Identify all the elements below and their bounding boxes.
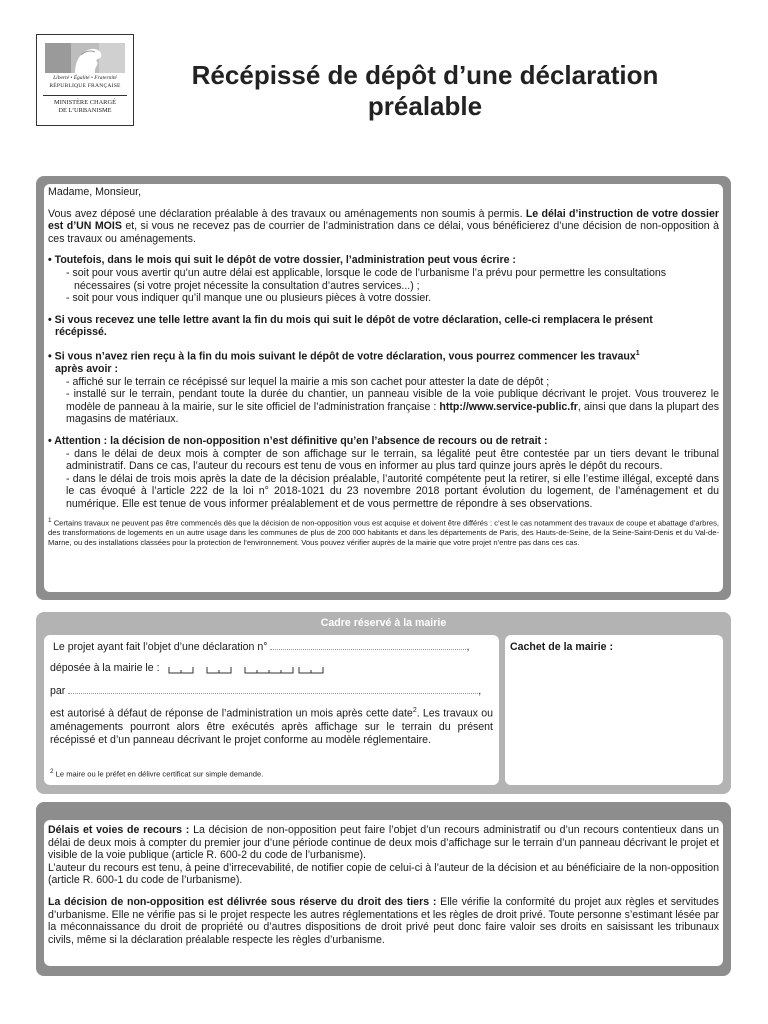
deposit-date-row	[50, 662, 493, 675]
item-2-text-a: - installé sur le terrain, pendant toute la durée du chantier, un panneau visible de la voie publique décrivant le projet. Vous trouverez le modèle de panneau à la mairie, sur le site officiel de l’administration française :	[66, 388, 719, 413]
recours-text: La décision de non-opposition peut faire l’objet d’un recours administratif ou d’un recours contentieux dans un délai de deux mois à compter du premier jour d’une période continue de deux mois d’affichage sur le terrain d’un panneau décrivant le projet et visible de la voie publique (article R. 600-2 du code de l’urbanisme).	[48, 824, 719, 862]
recours-panel	[36, 802, 731, 976]
bullet-rien-recu-item-2	[48, 388, 719, 426]
bullet-toutefois-item-1: - soit pour vous avertir qu’un autre délai est applicable, lorsque le code de l’urbanisme l’a prévu pour permettre les consultations	[66, 266, 667, 279]
tiers-title: La décision de non-opposition est délivrée sous réserve du droit des tiers :	[48, 895, 437, 908]
declaration-number-row	[50, 640, 493, 654]
intro-text-a: Vous avez déposé une déclaration préalable à des travaux ou aménagements non soumis à permis.	[48, 207, 526, 220]
authorization-text-b: . Les travaux ou aménagements pourront alors être exécutés après affichage sur le terrain du présent récépissé et d’un panneau décrivant le projet conforme au modèle réglementaire.	[50, 707, 493, 747]
recours-paragraph-2: L’auteur du recours est tenu, à peine d’irrecevabilité, de notifier copie de celui-ci à l’auteur de la décision et au bénéficiaire de la non-opposition (article R. 600-1 du code de l’urbanisme).	[48, 861, 719, 887]
information-content	[44, 184, 723, 592]
deposit-date-field[interactable]	[167, 665, 329, 675]
mairie-panel	[36, 612, 731, 794]
motto: Liberté • Égalité • Fraternité	[53, 75, 117, 81]
footnote-1	[48, 516, 719, 549]
by-field[interactable]	[68, 684, 478, 694]
ministry-line-1: MINISTÈRE CHARGÉ	[54, 99, 116, 106]
marianne-logo	[36, 34, 134, 126]
declaration-number-field[interactable]	[270, 640, 466, 650]
by-row	[50, 684, 493, 698]
marianne-emblem-icon	[45, 43, 125, 73]
footnote-ref-1: 1	[635, 349, 640, 357]
mairie-form	[44, 635, 499, 785]
title-line-1: Récépissé de dépôt d’une déclaration	[191, 60, 659, 90]
item-2-text-b: , ainsi que dans la plupart des magasins de matériaux.	[66, 400, 719, 426]
title-line-2: préalable	[367, 91, 483, 121]
intro-text-c: et, si vous ne recevez pas de courrier de l’administration dans ce délai, vous bénéficierez d’une décision de non-opposition à ces travaux ou aménagements.	[48, 220, 719, 245]
ministry-line-2: DE L’URBANISME	[58, 107, 112, 114]
tiers-paragraph	[48, 896, 719, 946]
footnote-1-num: 1	[48, 516, 52, 524]
bullet-lettre: • Si vous recevez une telle lettre avant la fin du mois qui suit le dépôt de votre déclaration, celle-ci remplacera le présent	[48, 313, 653, 326]
page-title	[150, 60, 700, 122]
stamp-label: Cachet de la mairie :	[510, 641, 614, 653]
ministry-label	[37, 99, 133, 115]
bullet-rien-recu	[48, 348, 719, 363]
greeting: Madame, Monsieur,	[48, 186, 142, 198]
bullet-rien-recu-text: • Si vous n’avez rien reçu à la fin du mois suivant le dépôt de votre déclaration, vous pourrez commencer les travaux	[48, 350, 636, 363]
information-panel	[36, 176, 731, 600]
intro-paragraph	[48, 208, 719, 246]
footnote-1-text: Certains travaux ne peuvent pas être commencés dès que la décision de non-opposition vous est acquise et doivent être différés : c’est le cas notamment des travaux de coupe et abattage d’arbres, des transformations de logements en un autre usage dans les communes de plus de 200 000 habitants et dans les départements de Paris, des Hauts-de-Seine, de la Seine-Saint-Denis et du Val-de-Marne, ou des installations classées pour la protection de l’environnement. Vous pouvez vérifier auprès de la mairie que votre projet n’entre pas dans ces cas.	[48, 518, 719, 548]
deposit-date-label: déposée à la mairie le :	[50, 662, 160, 674]
bullet-toutefois-item-1-cont: nécessaires (si votre projet nécessite la consultation d’autres services...) ;	[74, 279, 420, 292]
authorization-text-a: est autorisé à défaut de réponse de l’administration un mois après cette date	[50, 707, 413, 720]
by-label: par	[50, 685, 66, 697]
footnote-2-text: Le maire ou le préfet en délivre certificat sur simple demande.	[53, 769, 264, 779]
bullet-attention: • Attention : la décision de non-opposition n’est définitive qu’en l’absence de recours ou de retrait :	[48, 435, 548, 448]
bullet-lettre-cont: récépissé.	[55, 326, 107, 339]
mairie-header: Cadre réservé à la mairie	[320, 617, 447, 629]
bullet-attention-item-2: - dans le délai de trois mois après la date de la décision préalable, l’autorité compétente peut la retirer, si elle l’estime illégal, excepté dans le cas évoqué à l’article 222 de la loi n° 2018-1021 du 23 novembre 2018 portant évolution du logement, de l’aménagement et du numérique. Elle est tenue de vous informer préalablement et de vous permettre de répondre à ses observations.	[66, 472, 719, 510]
comma-2: ,	[478, 685, 482, 697]
footnote-ref-2: 2	[412, 707, 417, 714]
bullet-toutefois-item-2: - soit pour vous indiquer qu’il manque une ou plusieurs pièces à votre dossier.	[66, 292, 432, 305]
republic-label: RÉPUBLIQUE FRANÇAISE	[49, 83, 121, 89]
logo-divider	[43, 95, 127, 96]
bullet-toutefois: • Toutefois, dans le mois qui suit le dépôt de votre dossier, l’administration peut vous écrire :	[48, 254, 516, 267]
stamp-box[interactable]	[505, 635, 723, 785]
comma-1: ,	[466, 641, 470, 653]
recours-content	[44, 820, 723, 966]
bullet-rien-recu-item-1: - affiché sur le terrain ce récépissé sur lequel la mairie a mis son cachet pour attester la date de dépôt ;	[66, 375, 550, 388]
tiers-text: Elle vérifie la conformité du projet aux règles et servitudes d’urbanisme. Elle ne vérifie pas si le projet respecte les autres réglementations et les règles de droit privé. Toute personne s’estimant lésée par la méconnaissance du droit de propriété ou d’autres dispositions de droit privé peut donc faire valoir ses droits en saisissant les tribunaux civils, même si la déclaration préalable respecte les règles d’urbanisme.	[48, 895, 719, 946]
recours-title: Délais et voies de recours :	[48, 824, 190, 836]
bullet-rien-recu-cont: après avoir :	[55, 363, 119, 376]
footnote-2	[50, 765, 493, 781]
footnote-2-num: 2	[50, 768, 54, 775]
recours-paragraph-1	[48, 824, 719, 862]
declaration-number-label: Le projet ayant fait l’objet d’une déclaration n°	[53, 641, 268, 653]
authorization-text	[50, 704, 493, 748]
intro-delay: Le délai d’instruction de votre dossier est d’UN MOIS	[48, 207, 719, 233]
bullet-attention-item-1: - dans le délai de deux mois à compter de son affichage sur le terrain, sa légalité peut être contestée par un tiers devant le tribunal administratif. Dans ce cas, l’auteur du recours est tenu de vous en informer au plus tard quinze jours après le dépôt du recours.	[66, 447, 719, 473]
service-public-link[interactable]: http://www.service-public.fr	[439, 400, 578, 413]
